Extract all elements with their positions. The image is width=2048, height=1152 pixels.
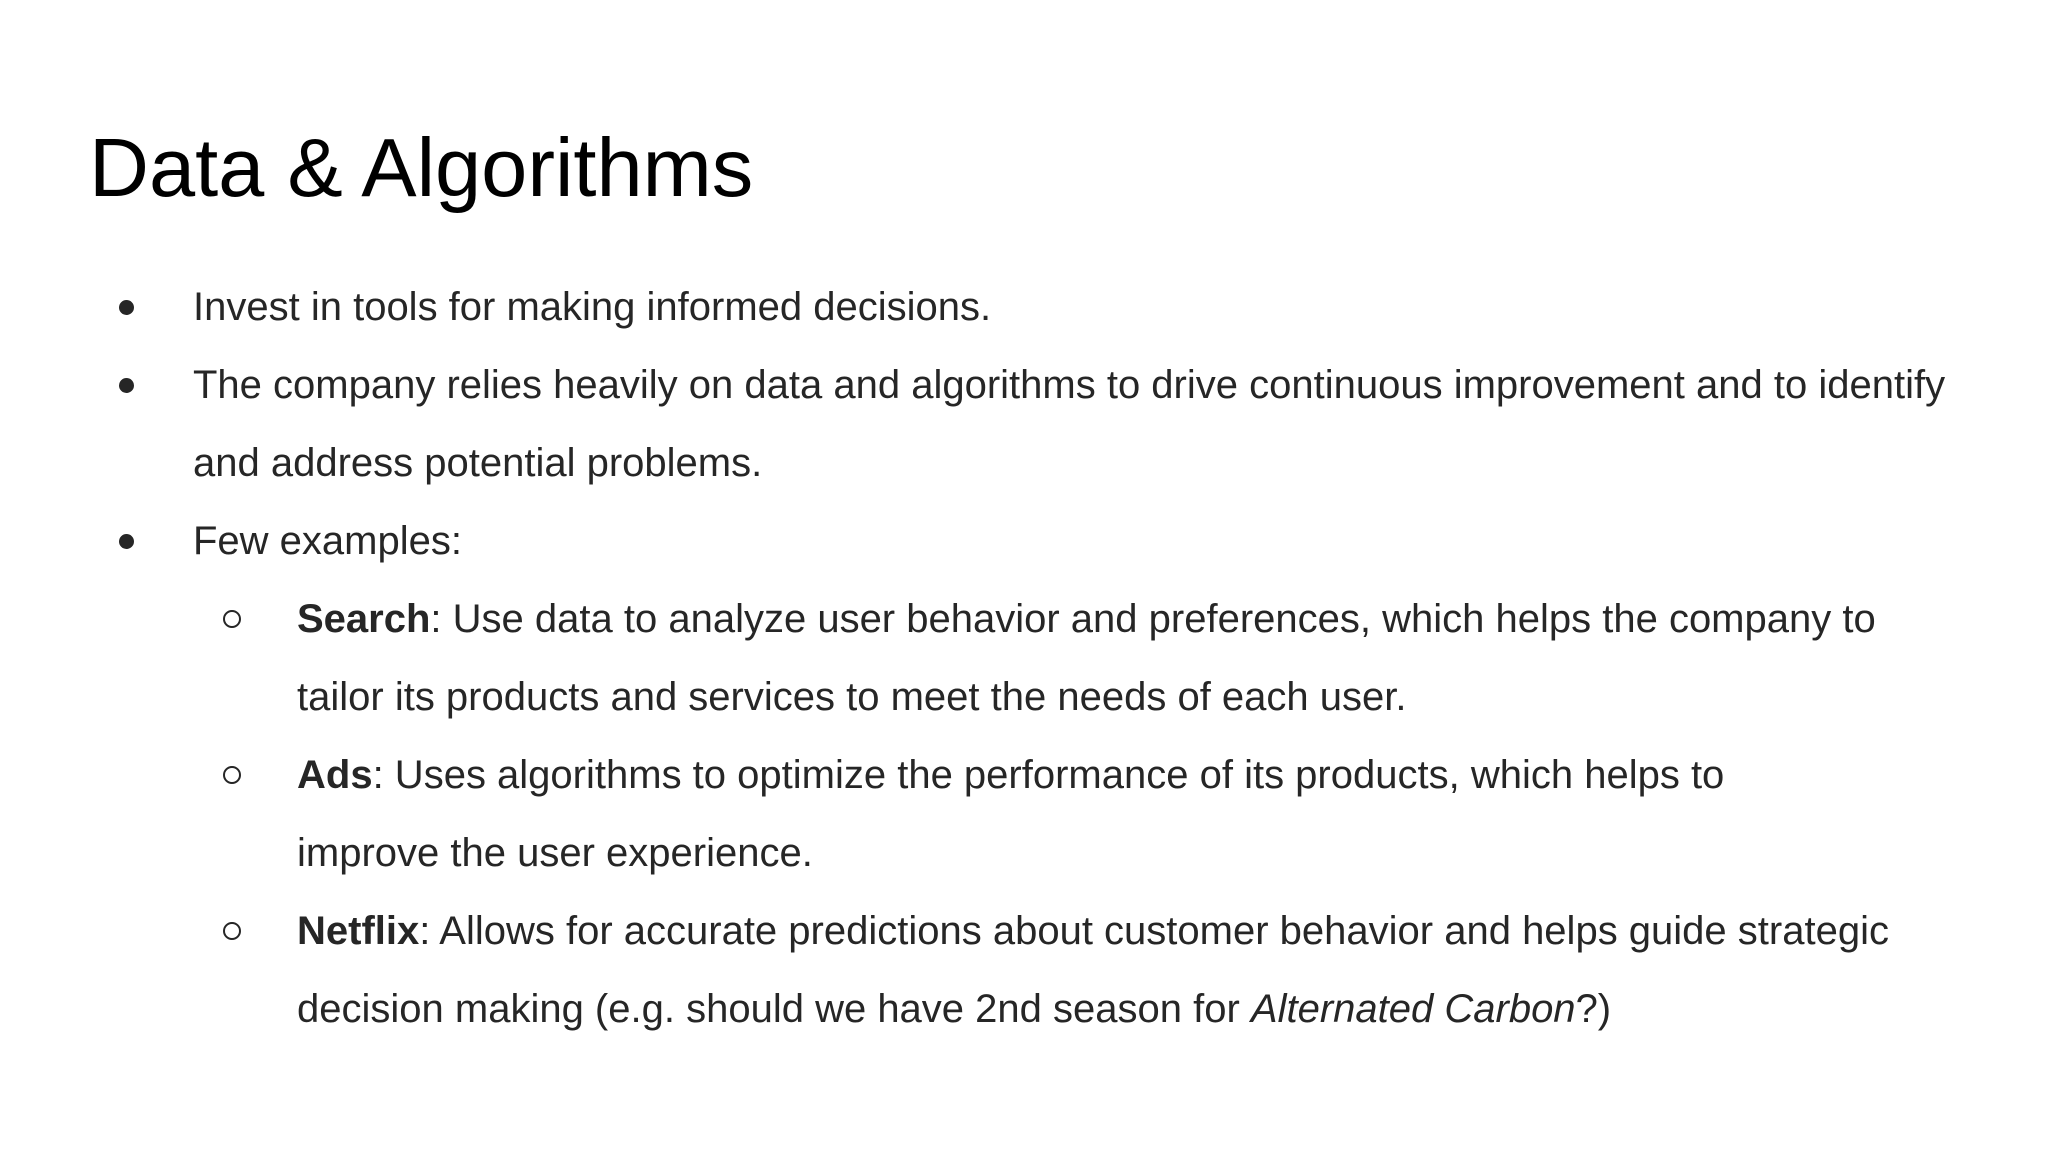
sub-bullet-text — [297, 580, 1969, 736]
slide-title: Data & Algorithms — [89, 121, 754, 214]
bullet-text: The company relies heavily on data and algorithms to drive continuous improvement and to identify and address potential problems. — [193, 363, 1946, 485]
bullet-disc-icon — [119, 534, 134, 549]
sub-bullet-label: Search — [297, 597, 431, 641]
sub-bullet-italic-title: Alternated Carbon — [1250, 987, 1576, 1031]
sub-bullet-text — [297, 736, 1867, 892]
bullet-circle-icon — [223, 766, 241, 784]
bullet-disc-icon — [119, 300, 134, 315]
sub-bullet-label: Ads — [297, 753, 373, 797]
bullet-item-3 — [0, 502, 2048, 580]
sub-bullet-body: : Uses algorithms to optimize the performance of its products, which helps to improve the user experience. — [297, 753, 1725, 875]
bullet-item-1 — [0, 268, 2048, 346]
sub-bullet-item-search — [0, 580, 2048, 736]
sub-bullet-body-end: ?) — [1575, 987, 1612, 1031]
sub-bullet-text — [297, 892, 1947, 1048]
bullet-text: Few examples: — [193, 519, 462, 563]
sub-bullet-item-ads — [0, 736, 2048, 892]
bullet-text: Invest in tools for making informed decisions. — [193, 285, 992, 329]
bullet-item-2 — [0, 346, 2048, 502]
sub-bullet-item-netflix — [0, 892, 2048, 1048]
sub-bullet-body: : Use data to analyze user behavior and preferences, which helps the company to tailor its products and services to meet the needs of each user. — [297, 597, 1876, 719]
bullet-circle-icon — [223, 922, 241, 940]
bullet-disc-icon — [119, 378, 134, 393]
bullet-circle-icon — [223, 610, 241, 628]
sub-bullet-label: Netflix — [297, 909, 420, 953]
sub-bullet-body: : Allows for accurate predictions about customer behavior and helps guide strategic decision making (e.g. should we have 2nd season for — [297, 909, 1889, 1031]
